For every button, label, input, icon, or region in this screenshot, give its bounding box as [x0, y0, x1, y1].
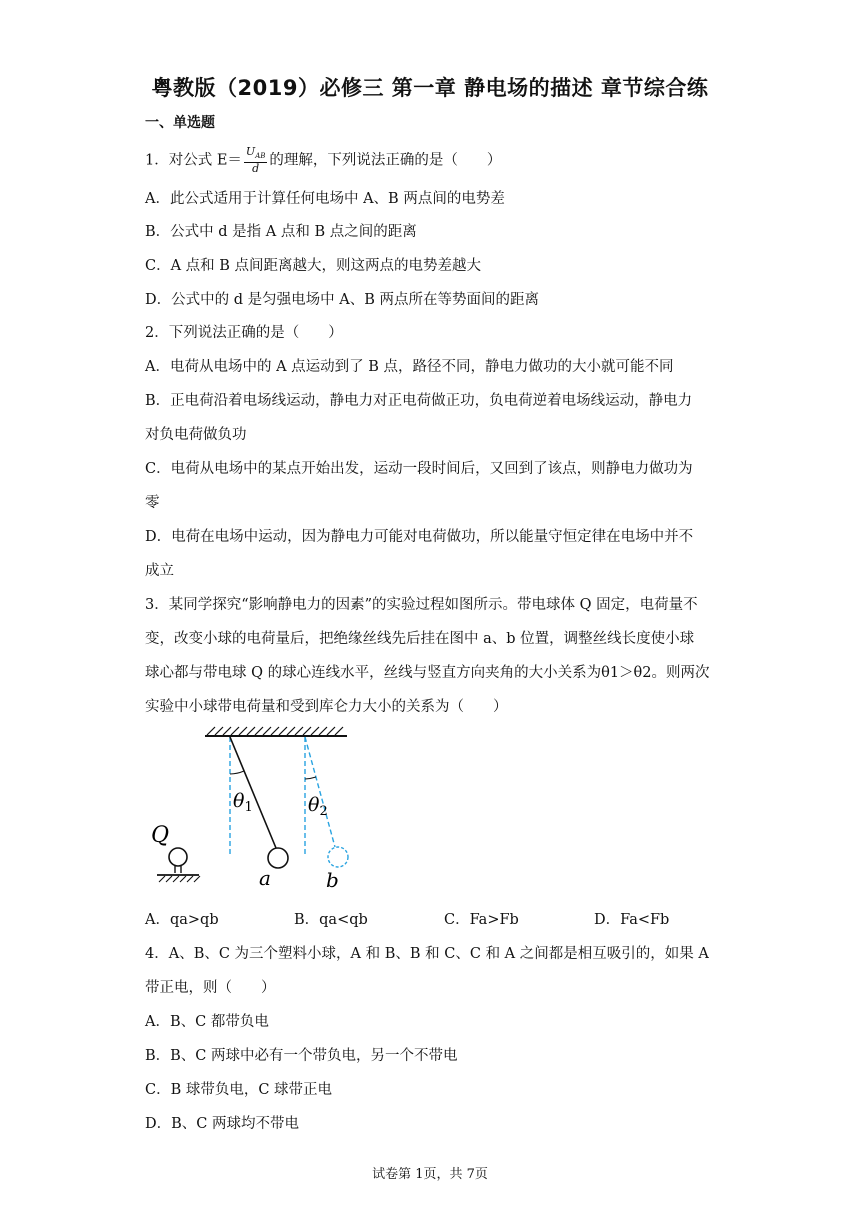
theta1-symbol: θ [233, 790, 245, 812]
frac-denominator: d [252, 162, 260, 176]
page-footer: 试卷第 1页，共 7页 [372, 1167, 488, 1182]
q2-option-d-line2: 成立 [145, 563, 174, 579]
q1-stem-suffix: 的理解，下列说法正确的是（ ） [269, 152, 502, 169]
q3-option-a: A．qa>qb [145, 912, 219, 928]
q1-option-c: C．A 点和 B 点间距离越大，则这两点的电势差越大 [145, 258, 482, 274]
page-title: 粤教版（2019）必修三 第一章 静电场的描述 章节综合练 [151, 76, 709, 100]
q3-stem-line1: 3．某同学探究“影响静电力的因素”的实验过程如图所示。带电球体 Q 固定，电荷量不 [145, 597, 698, 613]
q4-option-c: C．B 球带负电，C 球带正电 [145, 1082, 333, 1098]
label-b: b [326, 868, 339, 892]
label-theta2 [308, 794, 328, 819]
q2-option-b-line1: B．正电荷沿着电场线运动，静电力对正电荷做正功，负电荷逆着电场线运动，静电力 [145, 393, 693, 409]
q4-stem-line1: 4．A、B、C 为三个塑料小球，A 和 B、B 和 C、C 和 A 之间都是相互吸引的，如果 A [145, 946, 709, 962]
q2-option-d-line1: D．电荷在电场中运动，因为静电力可能对电荷做功，所以能量守恒定律在电场中并不 [145, 529, 694, 545]
section-heading: 一、单选题 [145, 115, 215, 131]
ball-b [328, 847, 348, 867]
q1-option-d: D．公式中的 d 是匀强电场中 A、B 两点所在等势面间的距离 [145, 292, 539, 308]
angle-arc-2 [305, 777, 316, 779]
frac-numerator: U [245, 145, 256, 158]
formula-fraction [244, 146, 267, 175]
q3-stem-line2: 变，改变小球的电荷量后，把绝缘丝线先后挂在图中 a、b 位置，调整丝线长度使小球 [145, 631, 695, 647]
q4-option-d: D．B、C 两球均不带电 [145, 1116, 299, 1132]
label-a: a [259, 866, 271, 890]
ball-a [268, 848, 288, 868]
q1-option-b: B．公式中 d 是指 A 点和 B 点之间的距离 [145, 224, 417, 240]
q2-option-a: A．电荷从电场中的 A 点运动到了 B 点，路径不同，静电力做功的大小就可能不同 [145, 359, 674, 375]
theta2-subscript: 2 [319, 804, 328, 819]
q3-stem-line3: 球心都与带电球 Q 的球心连线水平，丝线与竖直方向夹角的大小关系为θ1＞θ2。则两次 [145, 665, 710, 681]
label-theta1 [233, 790, 253, 815]
q1-option-a: A．此公式适用于计算任何电场中 A、B 两点间的电势差 [145, 191, 505, 207]
q3-option-c: C．Fa>Fb [444, 912, 519, 928]
q2-option-c-line2: 零 [145, 495, 160, 511]
q2-option-c-line1: C．电荷从电场中的某点开始出发，运动一段时间后，又回到了该点，则静电力做功为 [145, 461, 693, 477]
coulomb-experiment-figure [145, 725, 365, 895]
q2-stem: 2．下列说法正确的是（ ） [145, 325, 343, 341]
q4-option-b: B．B、C 两球中必有一个带负电，另一个不带电 [145, 1048, 458, 1064]
theta1-subscript: 1 [244, 800, 253, 815]
q4-option-a: A．B、C 都带负电 [145, 1014, 269, 1030]
label-q: Q [151, 823, 170, 848]
ceiling-support [205, 727, 347, 736]
angle-arc-1 [230, 771, 244, 774]
q2-option-b-line2: 对负电荷做负功 [145, 427, 247, 443]
q3-stem-line4: 实验中小球带电荷量和受到库仑力大小的关系为（ ） [145, 699, 508, 715]
string-b [305, 737, 335, 847]
q1-stem-prefix: 1．对公式 E＝ [145, 152, 242, 169]
charged-sphere-q [157, 848, 200, 882]
theta2-symbol: θ [308, 794, 320, 816]
q1-stem [145, 146, 501, 175]
q4-stem-line2: 带正电，则（ ） [145, 980, 276, 996]
frac-numerator-sub: AB [255, 152, 266, 161]
q3-option-d: D．Fa<Fb [594, 912, 670, 928]
q3-option-b: B．qa<qb [294, 912, 368, 928]
